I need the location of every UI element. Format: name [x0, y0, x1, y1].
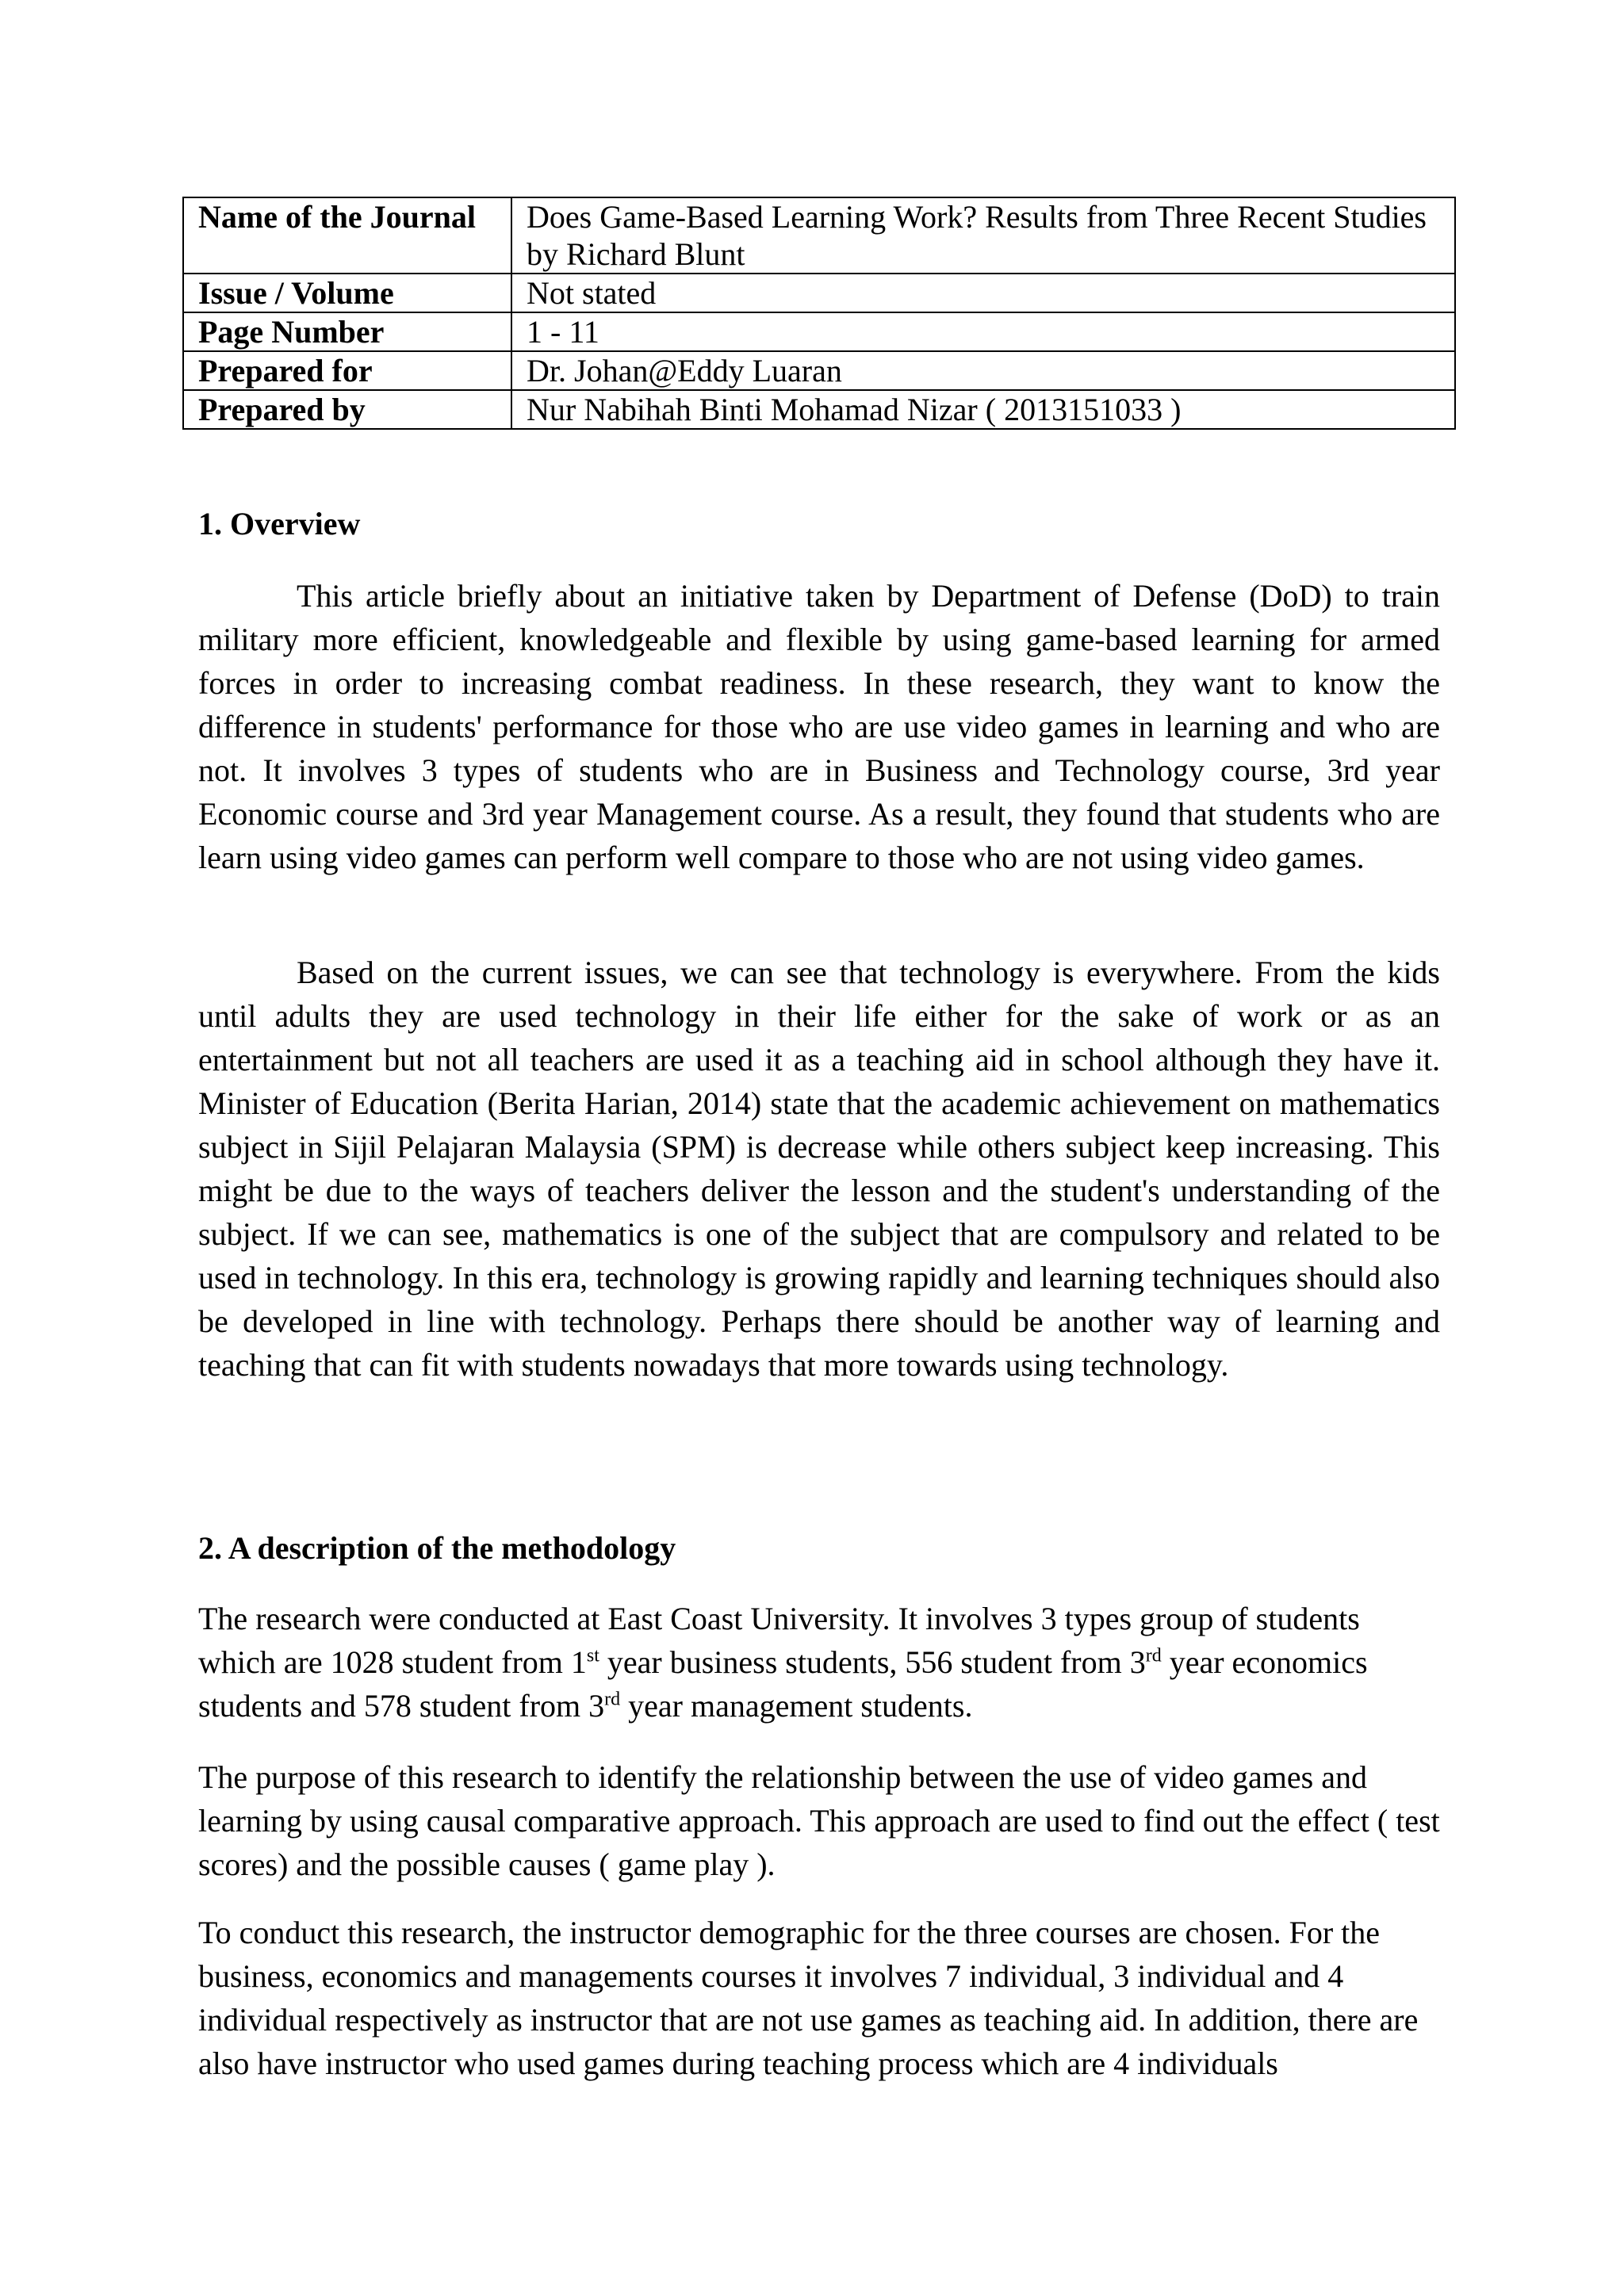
methodology-text: year business students, 556 student from 3	[599, 1644, 1146, 1680]
row-label: Page Number	[183, 312, 511, 351]
overview-paragraph-1: This article briefly about an initiative taken by Department of Defense (DoD) to train military more efficient, knowledgeable and flexible by using game-based learning for armed forces in order to increasing combat readiness. In these research, they want to know the difference in students' performance for those who are use video games in learning and who are not. It involves 3 types of students who are in Business and Technology course, 3rd year Economic course and 3rd year Management course. As a result, they found that students who are learn using video games can perform well compare to those who are not using video games.	[198, 578, 1440, 875]
row-value: Dr. Johan@Eddy Luaran	[511, 351, 1455, 390]
table-row	[183, 312, 1455, 351]
methodology-heading: 2. A description of the methodology	[198, 1530, 676, 1566]
row-label: Issue / Volume	[183, 274, 511, 312]
row-label: Name of the Journal	[183, 197, 511, 274]
methodology-paragraph-2: The purpose of this research to identify the relationship between the use of video games and learning by using causal comparative approach. This approach are used to find out the effect ( test scores) and the possible causes ( game play ).	[198, 1759, 1440, 1882]
row-label: Prepared for	[183, 351, 511, 390]
table-row	[183, 351, 1455, 390]
overview-paragraph-2: Based on the current issues, we can see that technology is everywhere. From the kids until adults they are used technology in their life either for the sake of work or as an entertainment but not all teachers are used it as a teaching aid in school although they have it. Minister of Education (Berita Harian, 2014) state that the academic achievement on mathematics subject in Sijil Pelajaran Malaysia (SPM) is decrease while others subject keep increasing. This might be due to the ways of teachers deliver the lesson and the student's understanding of the subject. If we can see, mathematics is one of the subject that are compulsory and related to be used in technology. In this era, technology is growing rapidly and learning techniques should also be developed in line with technology. Perhaps there should be another way of learning and teaching that can fit with students nowadays that more towards using technology.	[198, 955, 1440, 1383]
ordinal-suffix: rd	[604, 1689, 621, 1710]
methodology-paragraph-3: To conduct this research, the instructor demographic for the three courses are chosen. For the business, economics and managements courses it involves 7 individual, 3 individual and 4 individual respectively as instructor that are not use games as teaching aid. In addition, there are also have instructor who used games during teaching process which are 4 individuals	[198, 1915, 1419, 2081]
table-row	[183, 197, 1455, 274]
row-value: Nur Nabihah Binti Mohamad Nizar ( 2013151033 )	[511, 390, 1455, 429]
ordinal-suffix: st	[586, 1645, 599, 1667]
methodology-paragraph-1	[198, 1597, 1440, 1728]
journal-info-table	[182, 197, 1456, 430]
methodology-text: year economics students and 578 student from 3	[198, 1644, 1368, 1724]
methodology-text: The research were conducted at East Coast University. It involves 3 types group of students which are 1028 student from 1	[198, 1601, 1360, 1680]
row-value: 1 - 11	[511, 312, 1455, 351]
methodology-text: year management students.	[620, 1688, 973, 1724]
row-value: Does Game-Based Learning Work? Results from Three Recent Studies by Richard Blunt	[511, 197, 1455, 274]
ordinal-suffix: rd	[1145, 1645, 1162, 1667]
table-row	[183, 390, 1455, 429]
overview-heading: 1. Overview	[198, 506, 361, 541]
row-value: Not stated	[511, 274, 1455, 312]
table-row	[183, 274, 1455, 312]
row-label: Prepared by	[183, 390, 511, 429]
